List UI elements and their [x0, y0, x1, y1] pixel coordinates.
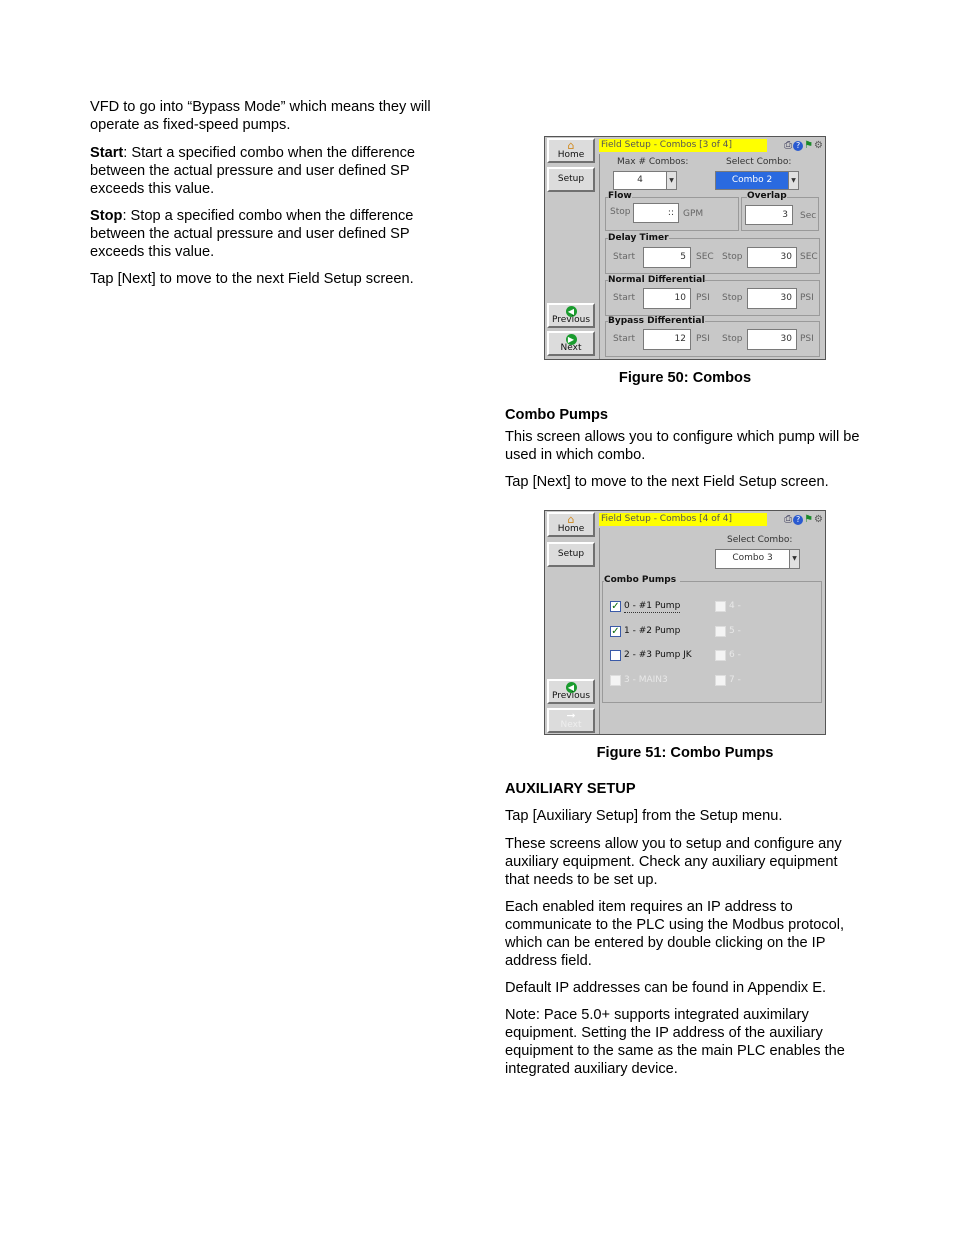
overlap-field[interactable]: 3 [745, 205, 793, 225]
home-button[interactable]: ⌂ Home [547, 138, 595, 163]
next-arrow-icon: ➞ [566, 709, 576, 722]
normal-start-unit: PSI [696, 293, 710, 303]
next-button[interactable]: ➞ Next [547, 708, 595, 733]
flow-unit: GPM [683, 209, 704, 219]
intro-paragraph: VFD to go into “Bypass Mode” which means they will operate as fixed-speed pumps. [90, 99, 431, 133]
pump-label: 3 - MAIN3 [624, 674, 668, 685]
combos-screen [544, 136, 826, 360]
select-combo-dropdown[interactable]: Combo 3 ▼ [715, 549, 800, 569]
figure50-caption: Figure 50: Combos [618, 370, 752, 386]
start-paragraph [90, 144, 450, 198]
next-button[interactable]: ▶ Next [547, 331, 595, 356]
setup-button[interactable]: Setup [547, 542, 595, 567]
stop-term: Stop [90, 208, 123, 224]
delay-stop-unit: SEC [800, 252, 818, 262]
start-description: : Start a specified combo when the difference between the actual pressure and user defined SP exceeds this value. [90, 145, 416, 197]
delay-start-unit: SEC [696, 252, 714, 262]
overlap-unit: Sec [800, 211, 817, 221]
auxiliary-heading: AUXILIARY SETUP [505, 781, 636, 797]
overlap-title: Overlap [747, 191, 787, 201]
delay-start-field[interactable]: 5 [643, 247, 691, 268]
normal-stop-field[interactable]: 30 [747, 288, 797, 309]
hmi-titlebar [599, 137, 825, 154]
next-arrow-icon: ▶ [549, 333, 593, 345]
title-icons [783, 513, 823, 526]
flow-title: Flow [608, 191, 632, 201]
pump-label: 4 - [729, 601, 741, 611]
figure51-caption: Figure 51: Combo Pumps [596, 745, 774, 761]
screen-title: Field Setup - Combos [4 of 4] [599, 513, 767, 526]
auxiliary-p2: These screens allow you to setup and configure any auxiliary equipment. Check any auxiliary equipment that needs to be set up. [505, 836, 842, 888]
normal-stop-label: Stop [722, 293, 743, 303]
pump-label: 2 - #3 Pump JK [624, 650, 692, 660]
select-combo-dropdown[interactable]: Combo 2 ▼ [715, 171, 799, 190]
setup-button[interactable]: Setup [547, 167, 595, 192]
hmi-sidebar [545, 511, 600, 734]
flow-stop-label: Stop [610, 207, 631, 217]
hmi-titlebar [599, 511, 825, 528]
pump-checkbox [610, 675, 621, 686]
pump-label: 5 - [729, 625, 741, 636]
delay-start-label: Start [613, 252, 635, 262]
bypass-stop-field[interactable]: 30 [747, 329, 797, 350]
home-icon: ⌂ [567, 513, 575, 526]
pump-checkbox [715, 675, 726, 686]
bypass-start-label: Start [613, 334, 635, 344]
flag-icon[interactable]: ⚑ [804, 140, 814, 151]
hmi-sidebar [545, 137, 600, 359]
normal-start-field[interactable]: 10 [643, 288, 691, 309]
network-icon[interactable]: ⚙ [814, 140, 823, 151]
network-icon[interactable]: ⚙ [814, 514, 823, 525]
pump-label: 0 - #1 Pump [624, 601, 681, 611]
pump-checkbox [715, 650, 726, 661]
select-combo-label: Select Combo: [727, 535, 793, 545]
bypass-stop-unit: PSI [800, 334, 814, 344]
bypass-start-field[interactable]: 12 [643, 329, 691, 350]
combo-pumps-description: This screen allows you to configure which pump will be used in which combo. [505, 429, 860, 463]
delay-stop-field[interactable]: 30 [747, 247, 797, 268]
home-button[interactable]: ⌂ Home [547, 512, 595, 537]
stop-paragraph [90, 207, 450, 261]
print-icon[interactable]: ⎙ [784, 514, 793, 525]
combo-pumps-screen [544, 510, 826, 735]
pump-label: 6 - [729, 650, 741, 660]
print-icon[interactable]: ⎙ [784, 140, 793, 151]
delay-timer-title: Delay Timer [608, 233, 669, 243]
title-icons [783, 139, 823, 152]
normal-diff-title: Normal Differential [608, 275, 706, 285]
previous-button[interactable]: ◀ Previous [547, 679, 595, 704]
flag-icon[interactable]: ⚑ [804, 514, 814, 525]
flow-stop-field[interactable]: :: [633, 203, 679, 223]
screen-title: Field Setup - Combos [3 of 4] [599, 139, 767, 152]
home-icon: ⌂ [567, 139, 575, 152]
combo-pumps-group-title: Combo Pumps [604, 575, 680, 586]
pump-checkbox[interactable]: ✓ [611, 625, 620, 637]
auxiliary-p4: Default IP addresses can be found in Appendix E. [505, 980, 827, 996]
bypass-stop-label: Stop [722, 334, 743, 344]
pump-label: 7 - [729, 674, 741, 685]
previous-arrow-icon: ◀ [549, 681, 593, 693]
start-term: Start [90, 145, 124, 161]
bypass-start-unit: PSI [696, 334, 710, 344]
normal-stop-unit: PSI [800, 293, 814, 303]
select-combo-label: Select Combo: [726, 157, 792, 167]
previous-arrow-icon: ◀ [549, 305, 593, 317]
stop-description: : Stop a specified combo when the difference between the actual pressure and user defined SP exceeds this value. [90, 208, 414, 260]
auxiliary-p1: Tap [Auxiliary Setup] from the Setup menu. [505, 808, 783, 824]
auxiliary-p3: Each enabled item requires an IP address to communicate to the PLC using the Modbus protocol, which can be entered by double clicking on the IP address field. [505, 899, 845, 969]
auxiliary-p5: Note: Pace 5.0+ supports integrated auximilary equipment. Setting the IP address of the auxiliary equipment to the same as the main PLC enables the integrated auxiliary device. [505, 1007, 845, 1077]
previous-button[interactable]: ◀ Previous [547, 303, 595, 328]
pump-label: 1 - #2 Pump [624, 625, 681, 636]
help-icon[interactable]: ? [793, 141, 803, 151]
pump-checkbox[interactable]: ✓ [611, 601, 620, 612]
combo-pumps-heading: Combo Pumps [505, 407, 608, 423]
tap-next-paragraph: Tap [Next] to move to the next Field Setup screen. [90, 271, 414, 287]
normal-start-label: Start [613, 293, 635, 303]
delay-stop-label: Stop [722, 252, 743, 262]
bypass-diff-title: Bypass Differential [608, 316, 705, 326]
pump-checkbox [715, 601, 726, 612]
pump-checkbox [715, 626, 726, 637]
pump-checkbox[interactable] [610, 650, 621, 661]
help-icon[interactable]: ? [793, 515, 803, 525]
combo-pumps-tap-next: Tap [Next] to move to the next Field Setup screen. [505, 474, 829, 490]
max-combos-select[interactable]: 4 ▼ [613, 171, 677, 190]
max-combos-label: Max # Combos: [617, 157, 689, 167]
